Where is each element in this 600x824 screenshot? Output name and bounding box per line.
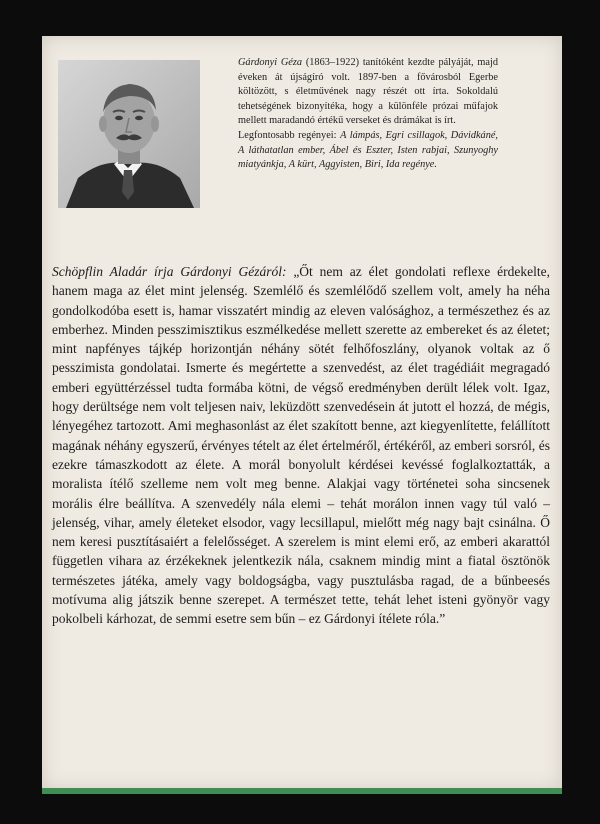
author-name: Gárdonyi Géza <box>238 57 303 68</box>
portrait-photo <box>58 60 200 208</box>
works-paragraph <box>238 129 498 173</box>
green-spine-edge <box>42 788 562 794</box>
bio-paragraph <box>238 56 498 129</box>
quote-intro: Schöpflin Aladár írja Gárdonyi Gézáról: <box>52 264 287 279</box>
works-label: Legfontosabb regényei: <box>238 129 341 141</box>
author-biography <box>238 56 498 173</box>
bio-text: (1863–1922) tanítóként kezdte pályáját, majd éveken át újságíró volt. 1897-ben a fővárosból Egerbe költözött, s életművének nagy részét ott írta. Sokoldalú tehetségének bizonyítéka, hogy a különféle prózai műfajok mellett maradandó értékű verseket és drámákat is írt. <box>238 57 498 127</box>
quote-text: „Őt nem az élet gondolati reflexe érdekelte, hanem maga az élet mint jelenség. Szemlélő és szemlélődő szellem volt, amely ha néha gondolkodóba esett is, hamar visszatért mindig az eleven valósághoz, a természethez és az emberhez. Minden pesszimisztikus eszmélkedése mellett szerette az embereket és az életet; mint napfényes tájkép horizontján néhány sötét felhőfoszlány, olyanok voltak az ő pesszimista gondolatai. Ismerte és megértette a szenvedést, az élet tragédiáit megragadó emberi együttérzéssel tudta formába kötni, de végső eredményben derült lélek volt. Igaz, hogy derültsége nem volt teljesen naiv, leküzdött szenvedésein át jutott el hozzá, de mégis, lényegéhez tartozott. Ami meghasonlást az élet szakított benne, azt kiegyenlítette, felállított magának néhány egyszerű, érvényes tételt az élet értelméről, értékéről, az emberi sorsról, és ezekre támaszkodott az élete. A morál bonyolult kérdései kevéssé foglalkoztatták, a moralista ítélő szelleme nem volt meg benne. Alakjai vagy történetei soha sincsenek morális élre beállítva. A szenvedély nála elemi – tehát morálon innen vagy túl való – jelenség, vihar, amely életeket elsodor, vagy lecsillapul, mielőtt még nagy bajt csinálna. Ő nem keresi pusztításaiért a felelősséget. A szerelem is mint elemi erő, az emberi akarattól független vihara az érzékeknek jelentkezik nála, csaknem mindig mint a fiatal ösztönök természetes játéka, amely vagy boldogságba, vagy pusztulásba ragad, de a bűnbeesés motívuma alig játszik benne szerepet. A természet tette, tehát lehet isteni gyönyör vagy pokolbeli kárhozat, de semmi esetre sem bűn – ez Gárdonyi ítélete róla.” <box>52 264 550 627</box>
quote-paragraph <box>52 262 550 629</box>
critic-quote <box>52 262 550 629</box>
author-portrait <box>58 60 200 208</box>
works-list: A lámpás, Egri csillagok, Dávidkáné, A láthatatlan ember, Ábel és Eszter, Isten rabjai, Szunyoghy miatyánkja, A kürt, Aggyisten, Biri, Ida regénye. <box>238 129 498 171</box>
